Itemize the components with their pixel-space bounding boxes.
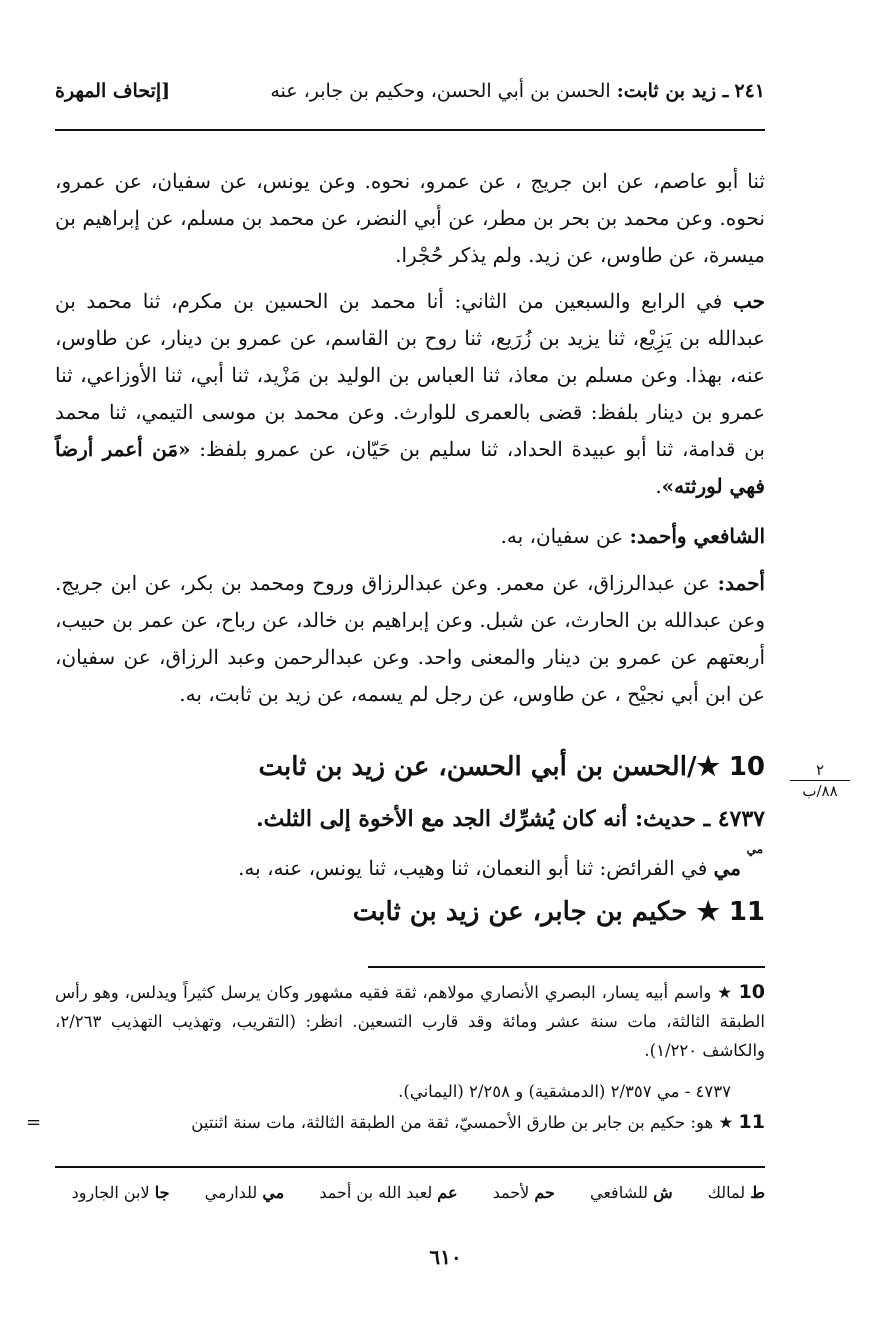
paragraph-2-text: في الرابع والسبعين من الثاني: أنا محمد بن الحسين بن مكرم، ثنا محمد بن عبدالله بن يَزِيْع، ثنا يزيد بن زُرَيع، ثنا روح بن القاسم، عن عمرو بن دينار، عن طاوس، عنه، بهذا. وعن مسلم بن معاذ، ثنا العباس بن الوليد بن مَزْيد، ثنا أبي، ثنا الأوزاعي، ثنا عمرو بن دينار بلفظ: قضى بالعمرى للوارث. وعن محمد بن موسى التيمي، ثنا محمد بن قدامة، ثنا أبو عبيدة الحداد، ثنا سليم بن حَيّان، عن عمرو بلفظ: bbox=[55, 289, 766, 461]
paragraph-2 bbox=[55, 283, 815, 505]
paragraph-1 bbox=[55, 163, 765, 274]
heading-11-number: 11 bbox=[728, 897, 765, 927]
abbr-item-shafii bbox=[590, 1183, 673, 1202]
abbr-code: حم bbox=[534, 1183, 555, 1202]
abbr-code: عم bbox=[437, 1183, 458, 1202]
source-code-ahmad: أحمد: bbox=[717, 571, 765, 595]
abbr-name: لابن الجارود bbox=[71, 1183, 150, 1202]
margin-ref-bottom: ٨٨/ب bbox=[802, 782, 838, 800]
header-section-title: زيد بن ثابت: bbox=[616, 80, 717, 102]
paragraph-2-end: . bbox=[655, 474, 662, 498]
star-icon: ★ bbox=[717, 983, 733, 1002]
footnote-11 bbox=[55, 1108, 765, 1137]
bottom-rule bbox=[55, 1166, 765, 1168]
source-code-mi: مي bbox=[713, 856, 741, 880]
paragraph-3 bbox=[55, 518, 815, 555]
abbr-item-malik bbox=[708, 1183, 765, 1202]
star-icon: ★ bbox=[718, 1113, 734, 1132]
abbr-code: جا bbox=[154, 1183, 170, 1202]
header-rule bbox=[55, 129, 765, 131]
abbr-name: لأحمد bbox=[492, 1183, 530, 1202]
header-book-title: [إتحاف المهرة bbox=[55, 80, 171, 102]
abbr-name: لمالك bbox=[707, 1183, 746, 1202]
continuation-mark: = bbox=[26, 1112, 42, 1133]
mi-line bbox=[238, 856, 741, 880]
heading-11-text: حكيم بن جابر، عن زيد بن ثابت bbox=[352, 897, 688, 927]
page-number: ٦١٠ bbox=[429, 1245, 462, 1269]
margin-ref-top: ٢ bbox=[790, 760, 850, 781]
hadith-number: ٤٧٣٧ bbox=[717, 806, 765, 832]
abbr-item-abdullah bbox=[319, 1183, 457, 1202]
running-header bbox=[55, 80, 765, 114]
abbr-name: للشافعي bbox=[590, 1183, 649, 1202]
mi-line-text: في الفرائض: ثنا أبو النعمان، ثنا وهيب، ثنا يونس، عنه، به. bbox=[238, 856, 714, 880]
source-code-hib: حب bbox=[732, 289, 765, 313]
heading-10-number: 10 bbox=[728, 752, 765, 782]
hadith-4737 bbox=[256, 806, 765, 832]
footnote-10-text: واسم أبيه يسار، البصري الأنصاري مولاهم، ثقة فقيه مشهور وكان يرسل كثيراً ويدلس، وهو رأس الطبقة الثالثة، مات سنة عشر ومائة وقد قارب التسعين. انظر: (التقريب، وتهذيب التهذيب ٢/٢٦٣، والكاشف ١/٢٢٠). bbox=[55, 983, 765, 1060]
paragraph-3-text: عن سفيان، به. bbox=[500, 524, 630, 548]
abbr-code: ش bbox=[653, 1183, 673, 1202]
footnote-10-number: 10 bbox=[738, 981, 766, 1003]
abbreviation-key bbox=[55, 1183, 765, 1202]
footnote-11-text: هو: حكيم بن جابر بن طارق الأحمسيّ، ثقة من الطبقة الثالثة، مات سنة اثنتين bbox=[191, 1113, 719, 1132]
narrator-heading-11 bbox=[353, 897, 765, 927]
header-section-number: ٢٤١ bbox=[734, 80, 765, 102]
footnote-11-number: 11 bbox=[738, 1111, 765, 1133]
star-icon: ★ bbox=[696, 752, 720, 782]
abbr-item-darimi bbox=[205, 1183, 285, 1202]
manuscript-margin-reference bbox=[790, 760, 850, 801]
abbr-name: لعبد الله بن أحمد bbox=[319, 1183, 433, 1202]
abbr-item-jarud bbox=[72, 1183, 170, 1202]
footnote-hadith-text: ٤٧٣٧ - مي ٢/٣٥٧ (الدمشقية) و ٢/٢٥٨ (اليماني). bbox=[398, 1082, 731, 1101]
hadith-text: ـ حديث: أنه كان يُشرِّك الجد مع الأخوة إلى الثلث. bbox=[255, 806, 711, 832]
abbr-code: ط bbox=[750, 1183, 765, 1202]
footnote-10 bbox=[55, 978, 765, 1065]
footnote-hadith-4737 bbox=[55, 1077, 765, 1106]
abbr-item-ahmad bbox=[493, 1183, 555, 1202]
paragraph-1-text: ثنا أبو عاصم، عن ابن جريج ، عن عمرو، نحوه. وعن يونس، عن سفيان، عن عمرو، نحوه. وعن محمد بن بحر بن مطر، عن أبي النضر، عن محمد بن مسلم، عن إبراهيم بن ميسرة، عن طاوس، عن زيد. ولم يذكر حُجْرا. bbox=[55, 169, 765, 267]
paragraph-4-text: عن عبدالرزاق، عن معمر. وعن عبدالرزاق وروح ومحمد بن بكر، عن ابن جريج. وعن عبدالله بن الحارث، عن شبل. وعن إبراهيم بن خالد، عن رباح، عن عمر بن حبيب، أربعتهم عن عمرو بن دينار والمعنى واحد. وعن عبدالرحمن وعبد الرزاق، عن سفيان، عن ابن أبي نجيْح ، عن طاوس، عن رجل لم يسمه، عن زيد بن ثابت، به. bbox=[55, 571, 765, 706]
header-section: ٢٤١ ـ زيد بن ثابت: الحسن بن أبي الحسن، وحكيم بن جابر، عنه bbox=[270, 80, 765, 102]
header-section-subtitle: الحسن بن أبي الحسن، وحكيم بن جابر، عنه bbox=[270, 80, 611, 102]
paragraph-4 bbox=[55, 565, 815, 713]
source-code-mi-superscript: مي bbox=[746, 842, 763, 856]
abbr-name: للدارمي bbox=[204, 1183, 258, 1202]
heading-10-text: /الحسن بن أبي الحسن، عن زيد بن ثابت bbox=[258, 752, 697, 782]
abbr-code: مي bbox=[262, 1183, 285, 1202]
narrator-heading-10 bbox=[259, 752, 766, 782]
footnote-rule bbox=[368, 966, 765, 968]
source-code-shafii-ahmad: الشافعي وأحمد: bbox=[629, 524, 765, 548]
star-icon: ★ bbox=[696, 897, 720, 927]
paragraph-2-quote: «مَن أعمر أرضاً فهي لورثته» bbox=[55, 437, 765, 498]
